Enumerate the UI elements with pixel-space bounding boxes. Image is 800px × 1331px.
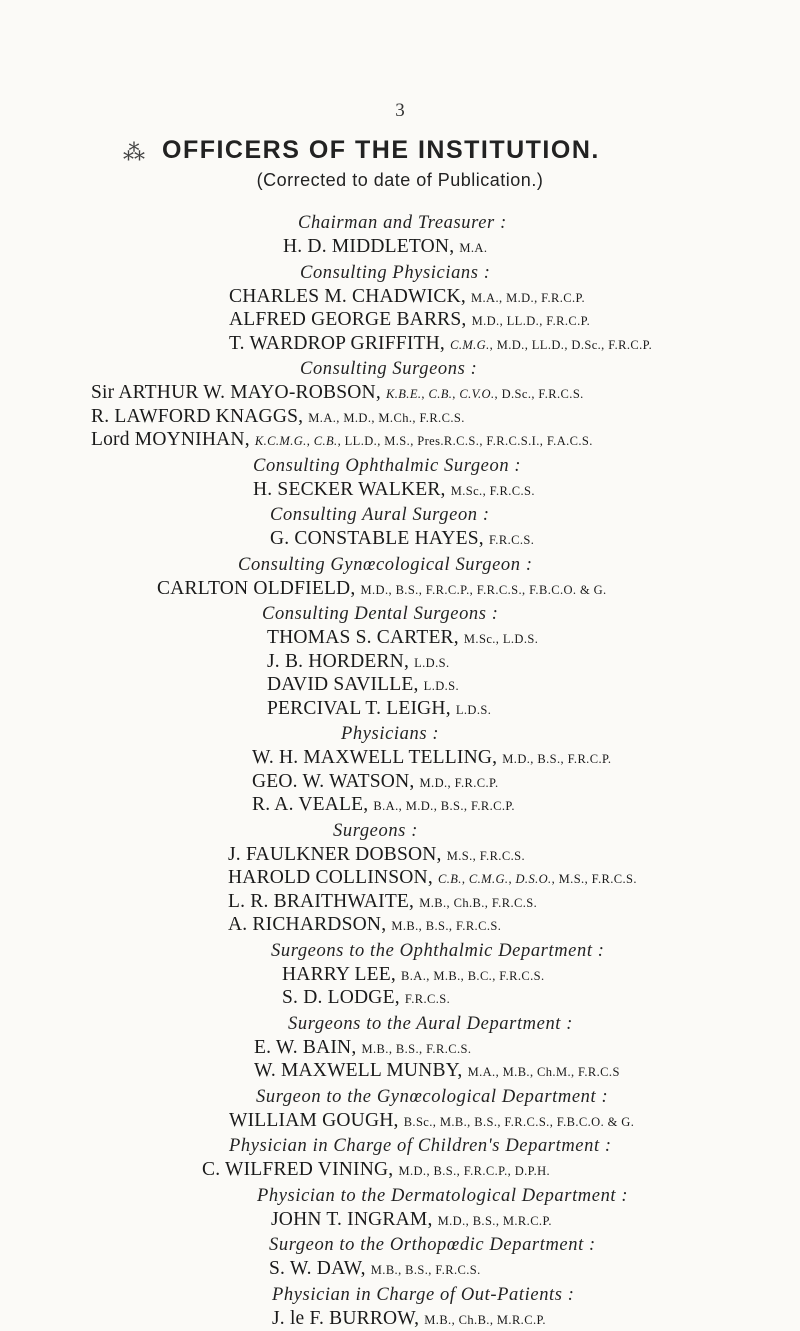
officer-name: J. B. HORDERN, (267, 651, 409, 672)
officer-name: J. FAULKNER DOBSON, (228, 844, 442, 865)
page-number: 3 (0, 100, 800, 122)
officer-entry (0, 747, 800, 771)
section-heading: Consulting Dental Surgeons : (0, 601, 800, 627)
officer-entry (0, 236, 800, 260)
officer-section (0, 721, 800, 818)
officer-entry (0, 406, 800, 430)
officer-qualifications: M.B., Ch.B., F.R.C.S. (419, 896, 537, 910)
officer-name: C. WILFRED VINING, (202, 1159, 393, 1180)
officer-entry (0, 1110, 800, 1134)
officer-entry (0, 429, 800, 453)
officer-qualifications: C.B., C.M.G., D.S.O., M.S., F.R.C.S. (438, 872, 637, 886)
section-heading: Surgeons : (0, 818, 800, 844)
officer-qualifications: C.M.G., M.D., LL.D., D.Sc., F.R.C.P. (450, 338, 652, 352)
officer-qualifications: F.R.C.S. (405, 992, 450, 1006)
officer-entry (0, 578, 800, 602)
officer-entry (0, 382, 800, 406)
officer-entry (0, 914, 800, 938)
officer-qualifications: K.C.M.G., C.B., LL.D., M.S., Pres.R.C.S., F.R.C.S.I., F.A.C.S. (255, 434, 593, 448)
officer-name: H. SECKER WALKER, (253, 479, 446, 500)
officer-entry (0, 794, 800, 818)
officer-name: ALFRED GEORGE BARRS, (229, 309, 467, 330)
officer-section (0, 356, 800, 453)
section-heading: Surgeons to the Aural Department : (0, 1011, 800, 1037)
officer-section (0, 260, 800, 357)
officer-qualifications: M.Sc., F.R.C.S. (451, 484, 535, 498)
officer-qualifications: M.D., B.S., F.R.C.P. (502, 752, 611, 766)
officer-entry (0, 333, 800, 357)
section-heading: Surgeons to the Ophthalmic Department : (0, 938, 800, 964)
officer-section (0, 1282, 800, 1331)
officer-qualifications: M.D., F.R.C.P. (420, 776, 499, 790)
officer-qualifications: M.A. (459, 241, 487, 255)
officer-name: Lord MOYNIHAN, (91, 429, 250, 450)
section-heading: Chairman and Treasurer : (0, 210, 800, 236)
officer-qualifications: M.A., M.D., M.Ch., F.R.C.S. (308, 411, 464, 425)
officer-qualifications: M.Sc., L.D.S. (464, 632, 538, 646)
officer-qualifications: F.R.C.S. (489, 533, 534, 547)
officer-entry (0, 627, 800, 651)
officer-entry (0, 867, 800, 891)
officer-section (0, 453, 800, 503)
officer-qualifications: K.B.E., C.B., C.V.O., D.Sc., F.R.C.S. (386, 387, 584, 401)
officer-qualifications: B.A., M.D., B.S., F.R.C.P. (373, 799, 514, 813)
officer-entry (0, 1308, 800, 1331)
officer-name: S. D. LODGE, (282, 987, 400, 1008)
section-heading: Physician in Charge of Out-Patients : (0, 1282, 800, 1308)
officer-entry (0, 964, 800, 988)
officer-entry (0, 987, 800, 1011)
officer-name: G. CONSTABLE HAYES, (270, 528, 484, 549)
section-heading: Physician in Charge of Children's Department : (0, 1133, 800, 1159)
officer-section (0, 1133, 800, 1183)
officer-section (0, 1011, 800, 1084)
officer-section (0, 818, 800, 938)
officer-qualifications: M.A., M.D., F.R.C.P. (471, 291, 585, 305)
officer-name: S. W. DAW, (269, 1258, 366, 1279)
officer-qualifications: M.A., M.B., Ch.M., F.R.C.S (468, 1065, 620, 1079)
officer-name: E. W. BAIN, (254, 1037, 356, 1058)
officer-name: GEO. W. WATSON, (252, 771, 414, 792)
section-heading: Surgeon to the Gynœcological Department : (0, 1084, 800, 1110)
page-subtitle: (Corrected to date of Publication.) (0, 170, 800, 191)
officer-name: A. RICHARDSON, (228, 914, 386, 935)
officer-name: WILLIAM GOUGH, (229, 1110, 399, 1131)
officer-entry (0, 674, 800, 698)
officer-entry (0, 1209, 800, 1233)
officer-entry (0, 1159, 800, 1183)
officer-qualifications: L.D.S. (456, 703, 491, 717)
section-heading: Consulting Aural Surgeon : (0, 502, 800, 528)
officer-qualifications: M.D., LL.D., F.R.C.P. (472, 314, 591, 328)
officer-section (0, 552, 800, 602)
officer-qualifications: M.D., B.S., M.R.C.P. (438, 1214, 552, 1228)
officer-entry (0, 844, 800, 868)
officer-name: T. WARDROP GRIFFITH, (229, 333, 445, 354)
officer-entry (0, 1060, 800, 1084)
officer-name: R. A. VEALE, (252, 794, 368, 815)
officer-name: PERCIVAL T. LEIGH, (267, 698, 451, 719)
officer-name: JOHN T. INGRAM, (271, 1209, 433, 1230)
section-heading: Surgeon to the Orthopœdic Department : (0, 1232, 800, 1258)
officer-entry (0, 771, 800, 795)
officer-qualifications: B.A., M.B., B.C., F.R.C.S. (401, 969, 545, 983)
officer-entry (0, 698, 800, 722)
page-title: OFFICERS OF THE INSTITUTION. (162, 136, 662, 165)
officer-name: CHARLES M. CHADWICK, (229, 286, 466, 307)
officer-entry (0, 651, 800, 675)
officer-qualifications: M.B., B.S., F.R.C.S. (371, 1263, 481, 1277)
section-heading: Consulting Physicians : (0, 260, 800, 286)
officer-qualifications: M.B., B.S., F.R.C.S. (362, 1042, 472, 1056)
officer-name: L. R. BRAITHWAITE, (228, 891, 414, 912)
officer-entry (0, 479, 800, 503)
officer-qualifications: M.D., B.S., F.R.C.P., D.P.H. (398, 1164, 550, 1178)
officer-section (0, 938, 800, 1011)
officer-name: W. MAXWELL MUNBY, (254, 1060, 463, 1081)
section-heading: Consulting Gynœcological Surgeon : (0, 552, 800, 578)
officer-qualifications: M.D., B.S., F.R.C.P., F.R.C.S., F.B.C.O. & G. (361, 583, 607, 597)
officer-name: HARRY LEE, (282, 964, 396, 985)
officer-entry (0, 528, 800, 552)
officer-section (0, 1232, 800, 1282)
officer-entry (0, 309, 800, 333)
officer-section (0, 502, 800, 552)
officer-entry (0, 1258, 800, 1282)
officer-entry (0, 891, 800, 915)
section-heading: Physician to the Dermatological Department : (0, 1183, 800, 1209)
officer-section (0, 210, 800, 260)
officer-name: CARLTON OLDFIELD, (157, 578, 355, 599)
officers-list (0, 210, 800, 1331)
section-heading: Consulting Ophthalmic Surgeon : (0, 453, 800, 479)
section-heading: Consulting Surgeons : (0, 356, 800, 382)
officer-name: THOMAS S. CARTER, (267, 627, 459, 648)
officer-section (0, 601, 800, 721)
corner-mark: ⁂ (123, 140, 145, 166)
officer-entry (0, 286, 800, 310)
officer-entry (0, 1037, 800, 1061)
officer-section (0, 1084, 800, 1134)
officer-qualifications: M.B., Ch.B., M.R.C.P. (424, 1313, 546, 1327)
officer-qualifications: B.Sc., M.B., B.S., F.R.C.S., F.B.C.O. & G. (404, 1115, 635, 1129)
officer-name: H. D. MIDDLETON, (283, 236, 454, 257)
officer-section (0, 1183, 800, 1233)
officer-name: DAVID SAVILLE, (267, 674, 419, 695)
officer-qualifications: M.S., F.R.C.S. (447, 849, 525, 863)
officer-qualifications: L.D.S. (424, 679, 459, 693)
officer-qualifications: M.B., B.S., F.R.C.S. (391, 919, 501, 933)
officer-name: J. le F. BURROW, (272, 1308, 419, 1329)
officer-name: R. LAWFORD KNAGGS, (91, 406, 303, 427)
officer-qualifications: L.D.S. (414, 656, 449, 670)
officer-name: Sir ARTHUR W. MAYO-ROBSON, (91, 382, 381, 403)
officer-name: W. H. MAXWELL TELLING, (252, 747, 497, 768)
section-heading: Physicians : (0, 721, 800, 747)
officer-name: HAROLD COLLINSON, (228, 867, 433, 888)
